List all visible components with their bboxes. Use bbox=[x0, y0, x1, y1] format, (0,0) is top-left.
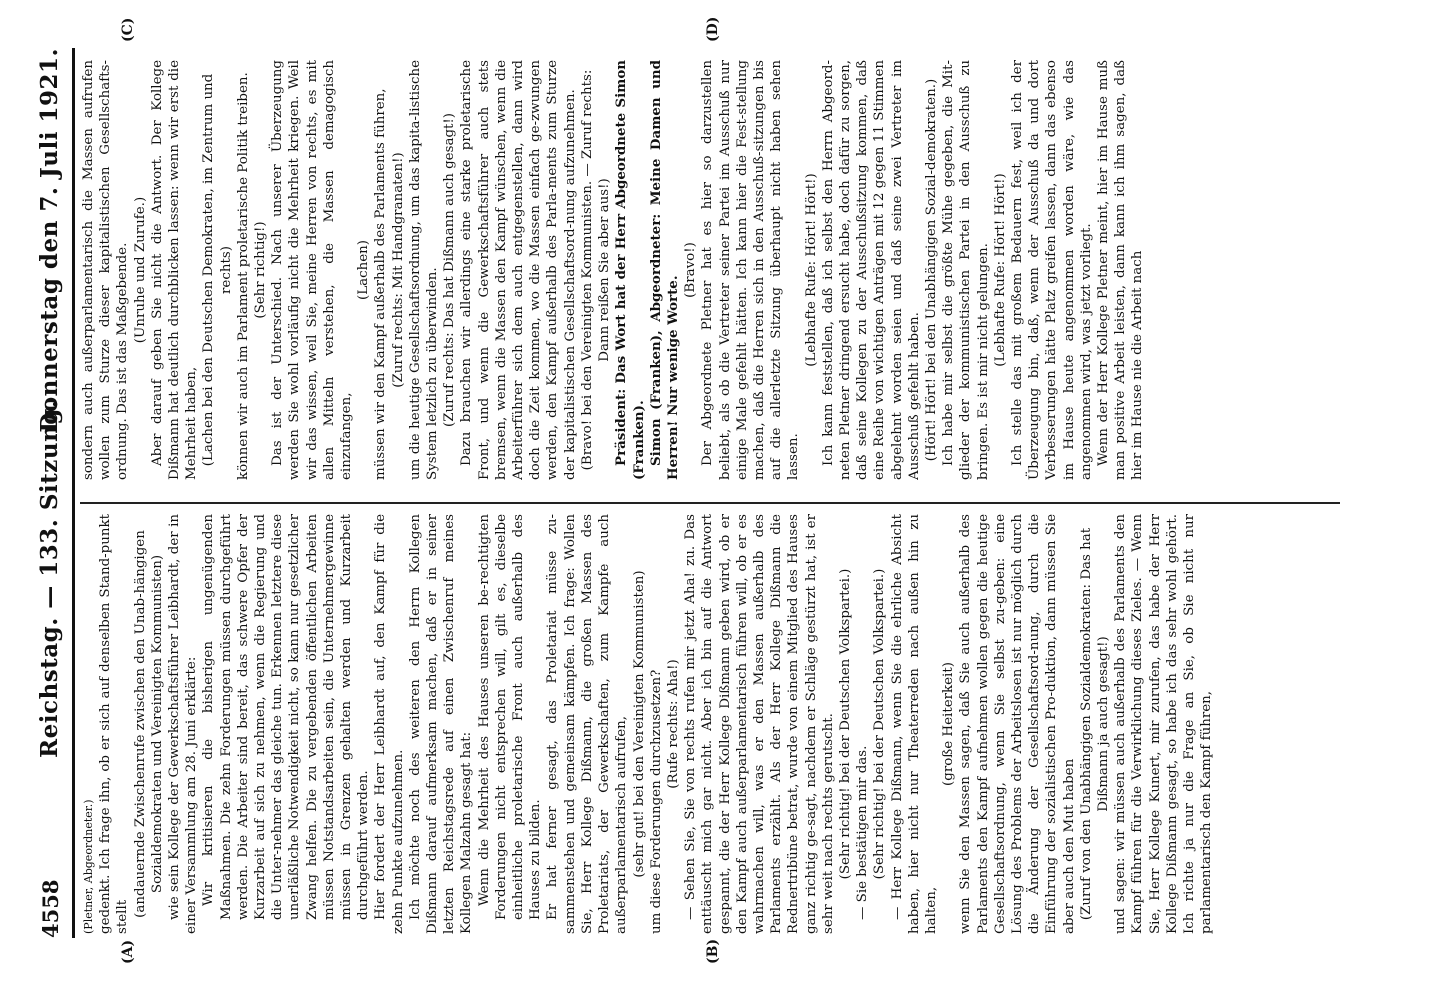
interjection: (Bravo! bei den Vereinigten Kommunisten. — Zuruf rechts: Dann reißen Sie aber aus!) bbox=[579, 69, 613, 471]
left-column bbox=[80, 514, 1330, 934]
margin-marker-d: (D) bbox=[705, 16, 721, 42]
paragraph: und sagen: wir müssen auch außerhalb des Parlaments den Kampf führen für die Verwirklichung dieses Zieles. — Wenn Sie, Herr Kollege Kunert, mir zurufen, das habe der Herr Kollege Dißmann gesagt, so habe ich das sehr wohl gehört. Ich richte ja nur die Frage an Sie, ob Sie nicht nur parlamentarisch den Kampf führen, bbox=[1113, 514, 1215, 934]
interjection: (sehr gut! bei den Vereinigten Kommunisten) bbox=[631, 570, 647, 878]
interjection: (Lebhafte Rufe: Hört! Hört!) bbox=[803, 173, 819, 367]
header-rule bbox=[72, 48, 75, 938]
interjection: (andauernde Zwischenrufe zwischen den Unab-hängigen Sozialdemokraten und Vereinigten Kommunisten) bbox=[132, 530, 165, 918]
interjection: (Lebhafte Rufe: Hört! Hört!) bbox=[992, 173, 1008, 367]
page-number: 4558 bbox=[38, 879, 63, 938]
margin-marker-b: (B) bbox=[705, 938, 721, 964]
paragraph: gedenkt. Ich frage ihn, ob er sich auf denselben Stand-punkt stellt bbox=[98, 514, 131, 934]
paragraph: um diese Forderungen durchzusetzen? bbox=[648, 669, 664, 934]
interjection: (Sehr richtig! bei der Deutschen Volkspartei.) bbox=[872, 568, 888, 880]
paragraph: wenn Sie den Massen sagen, daß Sie auch außerhalb des Parlaments den Kampf aufnehmen wollen gegen die heutige Gesellschaftsordnung, wenn Sie selbst zu-geben: eine Lösung des Problems der Arbeitslosen ist nur möglich durch die Änderung der Gesellschaftsord-nung, durch die Einführung der sozialistischen Pro-duktion, dann müssen Sie aber auch den Mut haben bbox=[958, 514, 1077, 934]
session-title: Reichstag. — 133. Sitzung. bbox=[36, 399, 63, 758]
interjection: (Zuruf von den Unabhängigen Sozialdemokraten: Das hat Dißmann ja auch gesagt!) bbox=[1078, 527, 1111, 921]
paragraph: können wir auch im Parlament proletarische Politik treiben. bbox=[235, 72, 251, 480]
interjection: (Hört! Hört! bei den Unabhängigen Sozial-demokraten.) bbox=[923, 78, 939, 462]
paragraph: — Sehen Sie, Sie von rechts rufen mir jetzt Aha! zu. Das enttäuscht mich gar nicht. Aber ich bin auf die Antwort gespannt, die der Herr Kollege Dißmann geben wird, ob er den Kampf auch außerparlamentarisch führen will, ob er es wahrmachen will, was er den Massen außerhalb des Parlaments erzählt. Als der Herr Kollege Dißmann die Rednertribüne betrat, wurde von einem Mitglied des Hauses ganz richtig ge-sagt, nachdem er Schläge gestürzt hat, ist er sehr weit nach rechts gerutscht. bbox=[683, 514, 836, 934]
quotation: Wir kritisieren die bisherigen ungenügenden Maßnahmen. Die zehn Forderungen müssen durchgeführt werden. Die Arbeiter sind bereit, das schwere Opfer der Kurzarbeit auf sich zu nehmen, wenn die Regierung und die Unter-nehmer das gleiche tun. Erkennen letztere diese unerläßliche Notwendigkeit nicht, so kann nur gesetzlicher Zwang helfen. Die zu vergebenden öffentlichen Arbeiten müssen Notstandsarbeiten sein, die Unternehmergewinne müssen in Grenzen gehalten werden und Kurzarbeit durchgeführt werden. bbox=[201, 514, 372, 920]
paragraph: Hier fordert der Herr Leibhardt auf, den Kampf für die zehn Punkte aufzunehmen. bbox=[373, 514, 406, 934]
speaker-header: (Pletner, Abgeordneter.) bbox=[82, 799, 95, 934]
paragraph: Das ist der Unterschied. Nach unserer Überzeugung werden Sie wohl vorläufig nicht die Mehrheit kriegen. Weil wir das wissen, weil Sie, meine Herren von rechts, es mit allen Mitteln verstehen, die Massen demagogisch einzufangen, bbox=[270, 60, 355, 480]
interjection: (große Heiterkeit) bbox=[941, 662, 957, 786]
paragraph: — Sie bestätigen mir das. bbox=[855, 745, 871, 920]
margin-marker-c: (C) bbox=[120, 17, 136, 42]
interjection: (Unruhe und Zurufe.) bbox=[132, 196, 148, 344]
right-column bbox=[80, 60, 1330, 480]
paragraph: Wenn der Herr Kollege Pletner meint, hier im Hause muß man positive Arbeit leisten, dann kann ich ihm sagen, daß hier im Hause nie die Arbeit nach bbox=[1095, 60, 1146, 480]
paragraph: sondern auch außerparlamentarisch die Massen aufrufen wollen zum Sturze dieser kapitalistischen Gesellschafts-ordnung. Das ist das Maßgebende. bbox=[81, 60, 131, 480]
interjection: (Sehr richtig!) bbox=[253, 221, 269, 319]
paragraph: Dazu brauchen wir allerdings eine starke proletarische Front, und wenn die Gewerkschaftsführer auch stets bremsen, wenn die Massen den Kampf wünschen, wenn die Arbeiterführer sich dem auch entgegenstellen, dann wird doch die Zeit kommen, wo die Massen einfach ge-zwungen werden, den Kampf außerhalb des Parla-ments zum Sturze der kapitalistischen Gesellschaftsord-nung aufzunehmen. bbox=[459, 60, 578, 480]
paragraph: — Herr Kollege Dißmann, wenn Sie die ehrliche Absicht haben, hier nicht nur Theaterreden nach außen hin zu halten, bbox=[889, 514, 939, 934]
quotation: Wenn die Mehrheit des Hauses unseren be-rechtigten Forderungen nicht entsprechen will, gilt es, dieselbe einheitliche proletarische Front auch außerhalb des Hauses zu bilden. bbox=[476, 514, 544, 920]
session-date: Donnerstag den 7. Juli 1921. bbox=[36, 48, 63, 433]
interjection: (Sehr richtig! bei der Deutschen Volkspartei.) bbox=[837, 568, 853, 880]
paragraph: Aber darauf geben Sie nicht die Antwort. Der Kollege Dißmann hat deutlich durchblicken lassen: wenn wir erst die Mehrheit haben, bbox=[149, 60, 200, 480]
column-divider bbox=[80, 502, 1340, 504]
paragraph: Der Abgeordnete Pletner hat es hier so darzustellen beliebt, als ob die Vertreter seiner Partei im Ausschuß nur einige Male gefehlt hätten. Ich kann hier die Fest-stellung machen, daß die Herren sich in den Ausschuß-sitzungen bis auf die allerletzte Sitzung überhaupt nicht haben sehen lassen. bbox=[700, 60, 802, 480]
paragraph: Ich habe mir selbst die größte Mühe gegeben, die Mit-glieder der kommunistischen Partei in den Ausschuß zu bringen. Es ist mir nicht gelungen. bbox=[941, 60, 991, 480]
margin-marker-a: (A) bbox=[120, 939, 136, 964]
paragraph: Ich stelle das mit großem Bedauern fest, weil ich der Überzeugung bin, daß, wenn der Ausschuß da und dort Verbesserungen hätte Platz greifen lassen, dann das ebenso im Hause heute angenommen worden wäre, wie das angenommen wird, was jetzt vorliegt. bbox=[1009, 60, 1094, 480]
president-speech: Präsident: Das Wort hat der Herr Abgeordnete Simon (Franken). bbox=[613, 60, 647, 480]
interjection: (Lachen bei den Deutschen Demokraten, im Zentrum und rechts) bbox=[201, 73, 234, 467]
interjection: (Lachen) bbox=[356, 240, 372, 300]
interjection: (Zuruf rechts: Mit Handgranaten!) bbox=[390, 152, 406, 388]
paragraph: Ich möchte noch des weiteren den Herrn Kollegen Dißmann darauf aufmerksam machen, daß er in seiner letzten Reichstagsrede auf einen Zwischenruf meines Kollegen Malzahn gesagt hat: bbox=[407, 514, 475, 934]
paragraph: müssen wir den Kampf außerhalb des Parlaments führen, bbox=[373, 88, 389, 480]
simon-speech: Simon (Franken), Abgeordneter: Meine Damen und Herren! Nur wenige Worte. bbox=[647, 60, 681, 480]
interjection: (Zuruf rechts: Das hat Dißmann auch gesagt!) bbox=[442, 113, 458, 427]
paragraph: wie sein Kollege der Gewerkschaftsführer Leibhardt, der in einer Versammlung am 28. Juni erklärte: bbox=[167, 514, 200, 934]
paragraph: um die heutige Gesellschaftsordnung, um das kapita-listische System letzlich zu überwinden. bbox=[407, 60, 441, 480]
paragraph: Ich kann feststellen, daß ich selbst den Herrn Abgeord-neten Pletner dringend ersucht habe, doch dafür zu sorgen, daß seine Kollegen zu der Ausschußsitzung kommen, daß eine Reihe von wichtigen Anträgen mit 12 gegen 11 Stimmen abgelehnt worden seien und daß seine zwei Vertreter im Ausschuß gefehlt haben. bbox=[820, 60, 922, 480]
interjection: (Rufe rechts: Aha!) bbox=[665, 659, 681, 789]
paragraph: Er hat ferner gesagt, das Proletariat müsse zu-sammenstehen und gemeinsam kämpfen. Ich frage: Wollen Sie, Herr Kollege Dißmann, die großen Massen des Proletariats, der Gewerkschaften, zum Kampfe auch außerparlamentarisch aufrufen, bbox=[545, 514, 630, 934]
page-header bbox=[34, 48, 74, 938]
interjection: (Bravo!) bbox=[683, 242, 699, 298]
